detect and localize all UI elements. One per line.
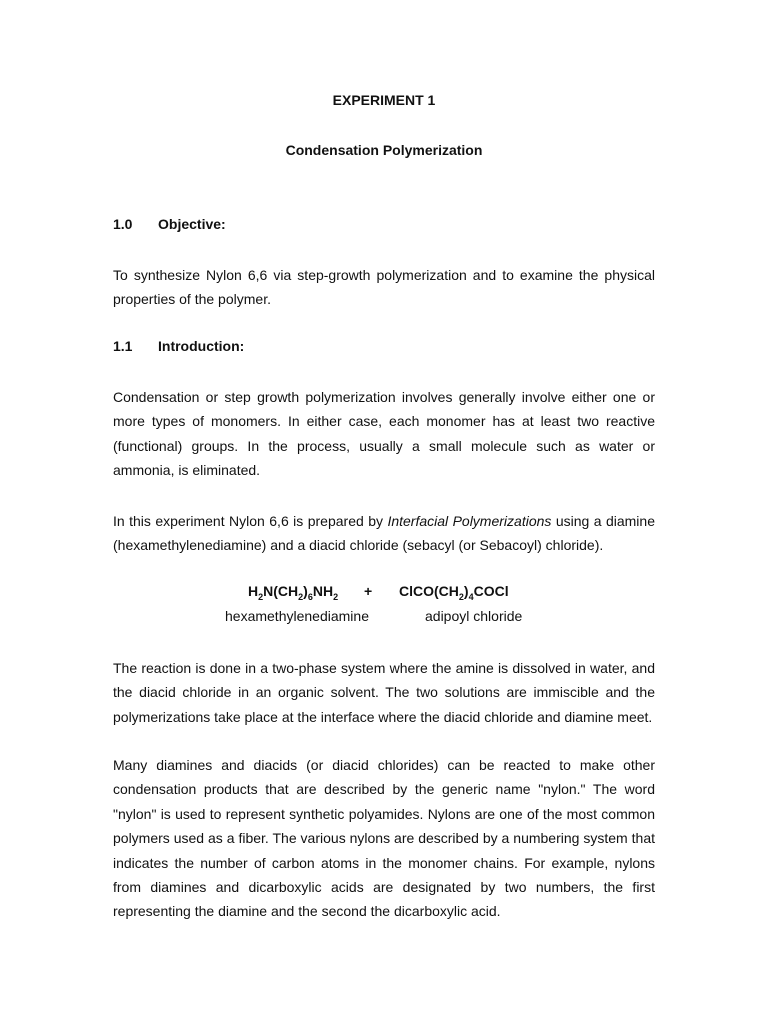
equation-diamine-label: hexamethylenediamine bbox=[225, 608, 369, 624]
intro-paragraph-2 bbox=[113, 509, 655, 558]
interfacial-polymerization-term: Interfacial Polymerizations bbox=[387, 513, 552, 529]
equation-acid-chloride-formula: $ClCO(CH_2)_4COCl$ bbox=[399, 583, 509, 602]
section-number: 1.0 bbox=[113, 216, 133, 232]
section-heading-introduction bbox=[113, 338, 244, 354]
intro-paragraph-4: Many diamines and diacids (or diacid chlorides) can be reacted to make other condensation products that are described by the generic name "nylon." The word "nylon" is used to represent synthetic polyamides. Nylons are one of the most common polymers used as a fiber. The various nylons are described by a numbering system that indicates the number of carbon atoms in the monomer chains. For example, nylons from diamines and dicarboxylic acids are designated by two numbers, the first representing the diamine and the second the dicarboxylic acid. bbox=[113, 757, 655, 920]
intro-p2-text-before: In this experiment Nylon 6,6 is prepared by bbox=[113, 513, 388, 529]
objective-paragraph: To synthesize Nylon 6,6 via step-growth polymerization and to examine the physical properties of the polymer. bbox=[113, 267, 655, 308]
section-title: Introduction: bbox=[158, 338, 245, 354]
section-heading-objective bbox=[113, 216, 226, 232]
experiment-subtitle: Condensation Polymerization bbox=[285, 142, 483, 158]
section-title: Objective: bbox=[158, 216, 226, 232]
section-number: 1.1 bbox=[113, 338, 133, 354]
experiment-title: EXPERIMENT 1 bbox=[332, 92, 436, 108]
intro-paragraph-1: Condensation or step growth polymerization involves generally involve either one or more types of monomers. In either case, each monomer has at least two reactive (functional) groups. In the process, usually a small molecule such as water or ammonia, is eliminated. bbox=[113, 389, 655, 479]
intro-paragraph-3: The reaction is done in a two-phase system where the amine is dissolved in water, and the diacid chloride in an organic solvent. The two solutions are immiscible and the polymerizations take place at the interface where the diacid chloride and diamine meet. bbox=[113, 660, 655, 725]
intro-p2-text-after: using a diamine (hexamethylenediamine) and a diacid chloride (sebacyl (or Sebacoyl) chloride). bbox=[113, 513, 655, 554]
equation-acid-chloride-label: adipoyl chloride bbox=[425, 608, 523, 624]
equation-diamine-formula: $H_2N(CH_2)_6NH_2$ bbox=[248, 583, 339, 602]
equation-plus-sign: + bbox=[364, 583, 373, 599]
